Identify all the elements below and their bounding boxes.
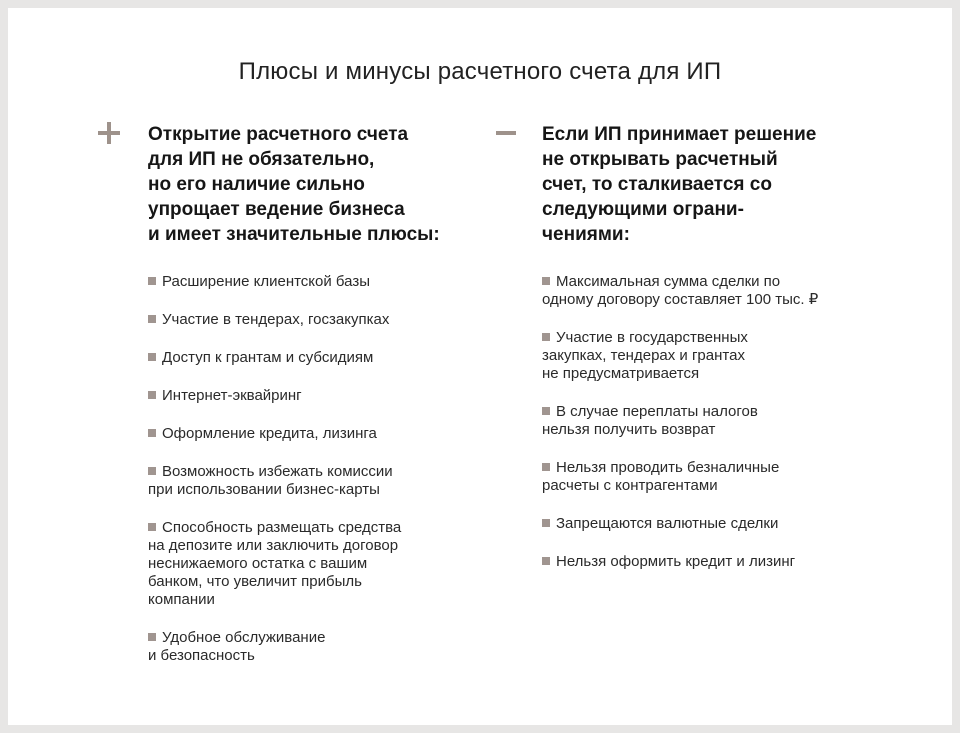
list-item: Участие в тендерах, госзакупках [148,311,478,329]
bullet-icon [148,353,156,361]
list-item: Запрещаются валютные сделки [542,515,872,533]
list-item: Максимальная сумма сделки по одному договору составляет 100 тыс. ₽ [542,273,819,308]
pros-list [148,273,478,665]
list-item: Нельзя оформить кредит и лизинг [542,553,872,571]
bullet-icon [148,315,156,323]
list-item: Способность размещать средства на депозите или заключить договор неснижаемого остатка с вашим банком, что увеличит прибыль компании [148,519,402,608]
list-item: Участие в государственных закупках, тендерах и грантах не предусматривается [542,329,748,382]
bullet-icon [542,277,550,285]
bullet-icon [148,633,156,641]
bullet-icon [148,391,156,399]
bullet-icon [542,519,550,527]
infographic-card [8,8,952,725]
bullet-icon [148,523,156,531]
bullet-icon [148,429,156,437]
bullet-icon [542,407,550,415]
bullet-icon [542,557,550,565]
list-item: В случае переплаты налогов нельзя получить возврат [542,403,758,438]
minus-icon [496,122,518,144]
list-item: Доступ к грантам и субсидиям [148,349,478,367]
bullet-icon [148,467,156,475]
list-item: Интернет-эквайринг [148,387,478,405]
list-item: Оформление кредита, лизинга [148,425,478,443]
cons-column [542,122,872,591]
bullet-icon [148,277,156,285]
pros-heading: Открытие расчетного счета для ИП не обязательно, но его наличие сильно упрощает ведение бизнеса и имеет значительные плюсы: [148,124,440,245]
list-item: Удобное обслуживание и безопасность [148,629,326,664]
cons-list [542,273,872,571]
list-item: Возможность избежать комиссии при использовании бизнес-карты [148,463,393,498]
bullet-icon [542,333,550,341]
page-title: Плюсы и минусы расчетного счета для ИП [238,58,722,85]
bullet-icon [542,463,550,471]
cons-heading: Если ИП принимает решение не открывать расчетный счет, то сталкивается со следующими ограни- чениями: [542,124,817,245]
pros-column [148,122,478,685]
list-item: Расширение клиентской базы [148,273,478,291]
plus-icon [98,122,120,144]
list-item: Нельзя проводить безналичные расчеты с контрагентами [542,459,780,494]
